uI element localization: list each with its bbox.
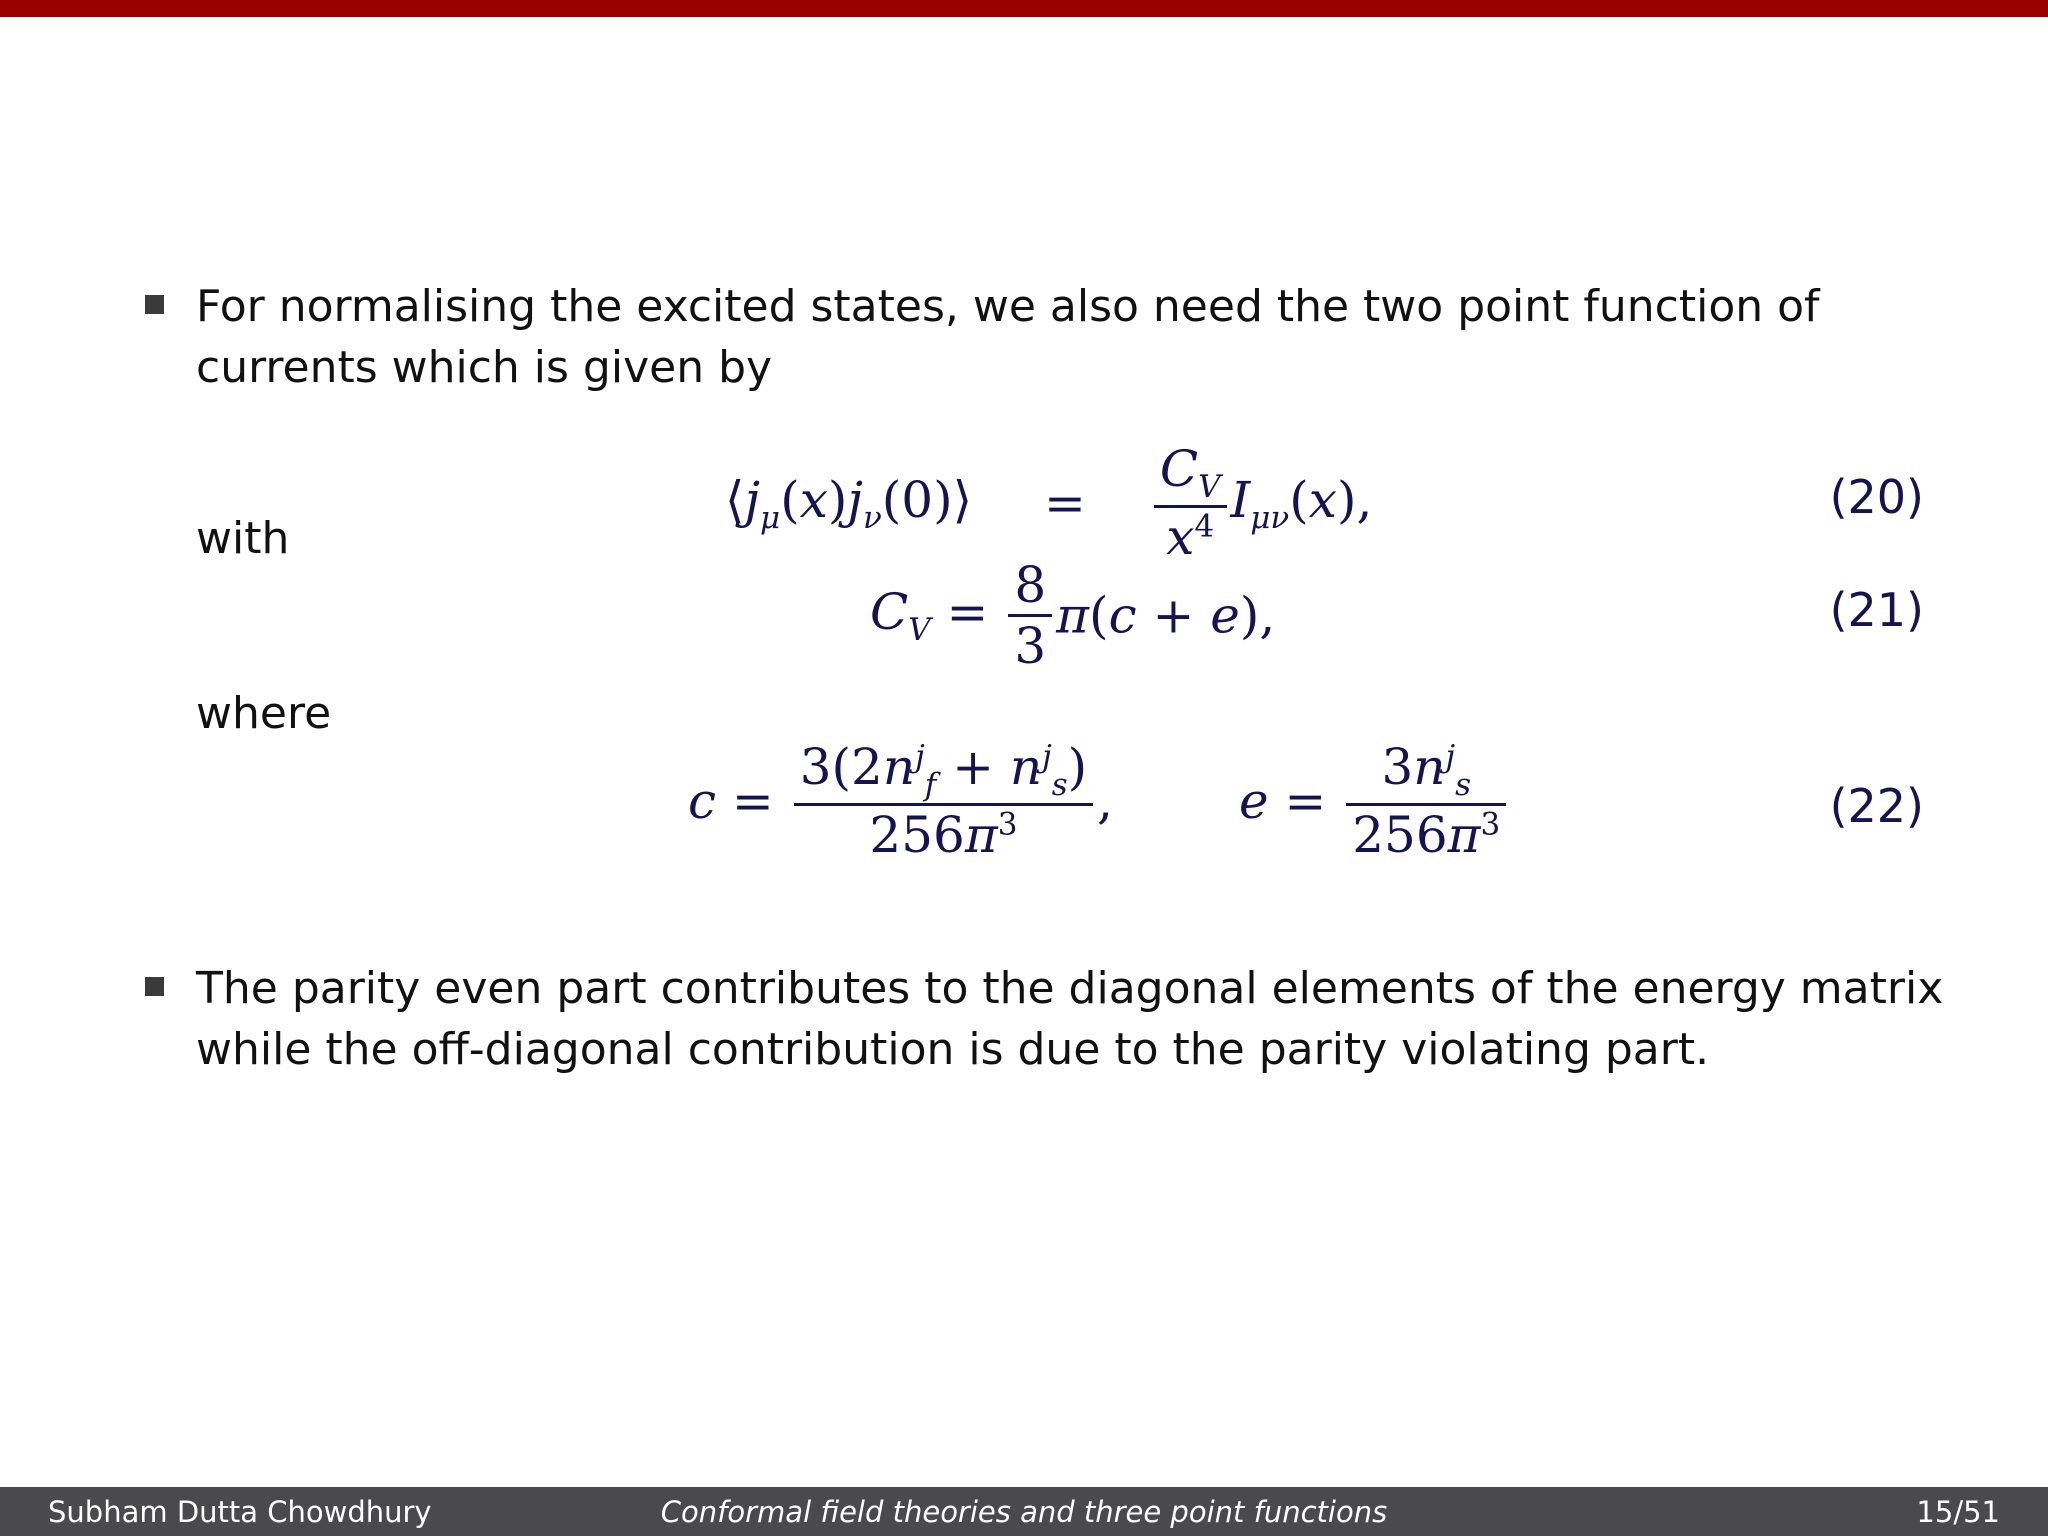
footer-bar <box>0 1487 2048 1536</box>
footer-author: Subham Dutta Chowdhury <box>48 1495 432 1529</box>
label-where: where <box>196 688 332 739</box>
bullet-marker <box>145 295 164 314</box>
bullet-marker <box>145 977 164 996</box>
bullet-2-line-2: while the off-diagonal contribution is due to the parity violating part. <box>196 1024 1710 1075</box>
equation-21: $C_V$ = $\frac{8}{3}$ π(c + e), <box>870 556 1276 675</box>
equation-number-20: (20) <box>1829 470 1924 524</box>
top-accent-bar <box>0 0 2048 17</box>
equation-number-22: (22) <box>1829 779 1924 833</box>
bullet-1-line-1: For normalising the excited states, we also need the two point function of <box>196 281 1820 332</box>
bullet-2-line-1: The parity even part contributes to the diagonal elements of the energy matrix <box>196 963 1944 1014</box>
equation-20: $⟨j_\mu(x)j_\nu(0)⟩$ = $\frac{C_V}{x^4}$ $I_{\mu\nu}(x)$, <box>725 440 1373 566</box>
equation-number-21: (21) <box>1829 583 1924 637</box>
footer-page-number: 15/51 <box>1916 1495 2000 1529</box>
footer-title: Conformal field theories and three point functions <box>660 1495 1388 1529</box>
bullet-1-line-2: currents which is given by <box>196 342 773 393</box>
label-with: with <box>196 513 290 564</box>
equation-22: c = $\frac{3(2n^j_f + n^j_s)}{256\pi^3}$ , e = $\frac{3n^j_s}{256\pi^3}$ <box>688 738 1510 864</box>
